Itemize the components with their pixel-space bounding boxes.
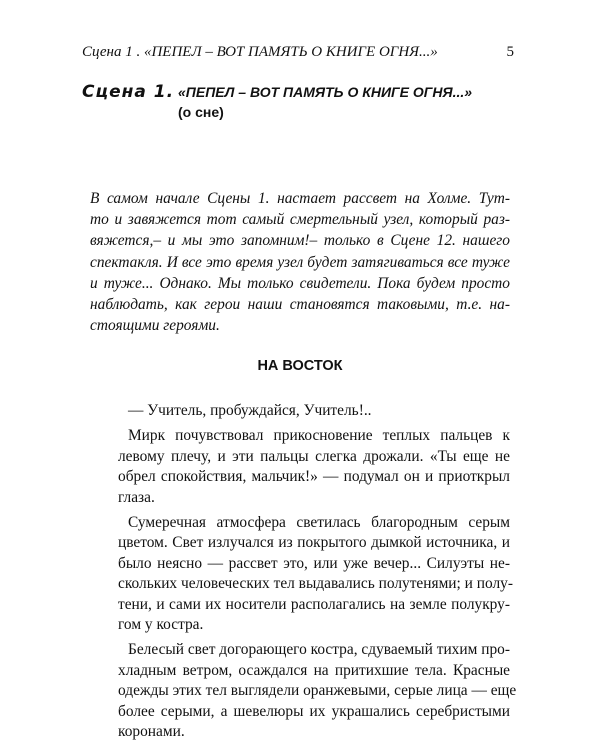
text-line: хладным ветром, осаждался на притихшие тела. Красные: [118, 661, 510, 679]
text-line: — Учитель, пробуждайся, Учитель!..: [128, 402, 372, 419]
epigraph-line: стоящими героями.: [90, 317, 220, 335]
text-line: Мирк почувствовал прикосновение теплых пальцев к: [128, 427, 510, 445]
text-line: одежды этих тел выглядели оранжевыми, серые лица — еще: [118, 682, 517, 700]
epigraph-line: вяжется,– и мы это запомним!– только в Сцене 12. нашего: [90, 232, 510, 250]
text-line: было неясно — рассвет это, или уже вечер... Силуэты не-: [118, 554, 510, 572]
scene-label: Сцена 1.: [82, 82, 175, 102]
epigraph-line: В самом начале Сцены 1. настает рассвет на Холме. Тут-: [90, 190, 510, 207]
text-line: коронами.: [118, 723, 185, 741]
text-line: Белесый свет догорающего костра, сдуваемый тихим про-: [128, 641, 510, 659]
epigraph-line: наблюдать, как герои наши становятся таковыми, т.е. на-: [90, 296, 510, 314]
text-line: гом у костра.: [118, 616, 204, 634]
scene-title: «ПЕПЕЛ – ВОТ ПАМЯТЬ О КНИГЕ ОГНЯ...»: [178, 84, 473, 100]
text-line: левому плечу, и эти пальцы слегка дрожали. «Ты еще не: [118, 447, 510, 465]
epigraph-line: спектакля. И все это время узел будет затягиваться все туже: [90, 253, 510, 271]
text-line: Сумеречная атмосфера светилась благородным серым: [128, 514, 510, 532]
page-number: 5: [506, 44, 514, 60]
paragraph: [118, 401, 510, 421]
paragraph: [118, 640, 517, 742]
paragraph: [118, 426, 510, 508]
body-text: [118, 401, 517, 748]
epigraph: [90, 188, 510, 336]
text-line: тени, и сами их носители располагались на земле полукру-: [118, 595, 510, 613]
epigraph-line: и туже... Однако. Мы только свидетели. Пока будем просто: [90, 274, 510, 292]
text-line: цветом. Свет излучался из покрытого дымкой источника, и: [118, 534, 510, 552]
text-line: обрел спокойствия, мальчик!» — подумал он и приоткрыл: [118, 468, 510, 486]
section-heading: НА ВОСТОК: [257, 358, 343, 374]
text-line: скольких человеческих тел выдавались полутенями; и полу-: [118, 575, 513, 593]
text-line: глаза.: [118, 488, 155, 506]
running-title: Сцена 1 . «ПЕПЕЛ – ВОТ ПАМЯТЬ О КНИГЕ ОГНЯ...»: [82, 44, 438, 60]
running-header: [82, 44, 514, 61]
epigraph-line: то и завяжется тот самый смертельный узел, который раз-: [90, 211, 510, 229]
paragraph: [118, 513, 513, 635]
text-line: более серыми, а шевелюры их украшались серебристыми: [118, 702, 510, 720]
scene-subtitle: (о сне): [178, 104, 224, 120]
